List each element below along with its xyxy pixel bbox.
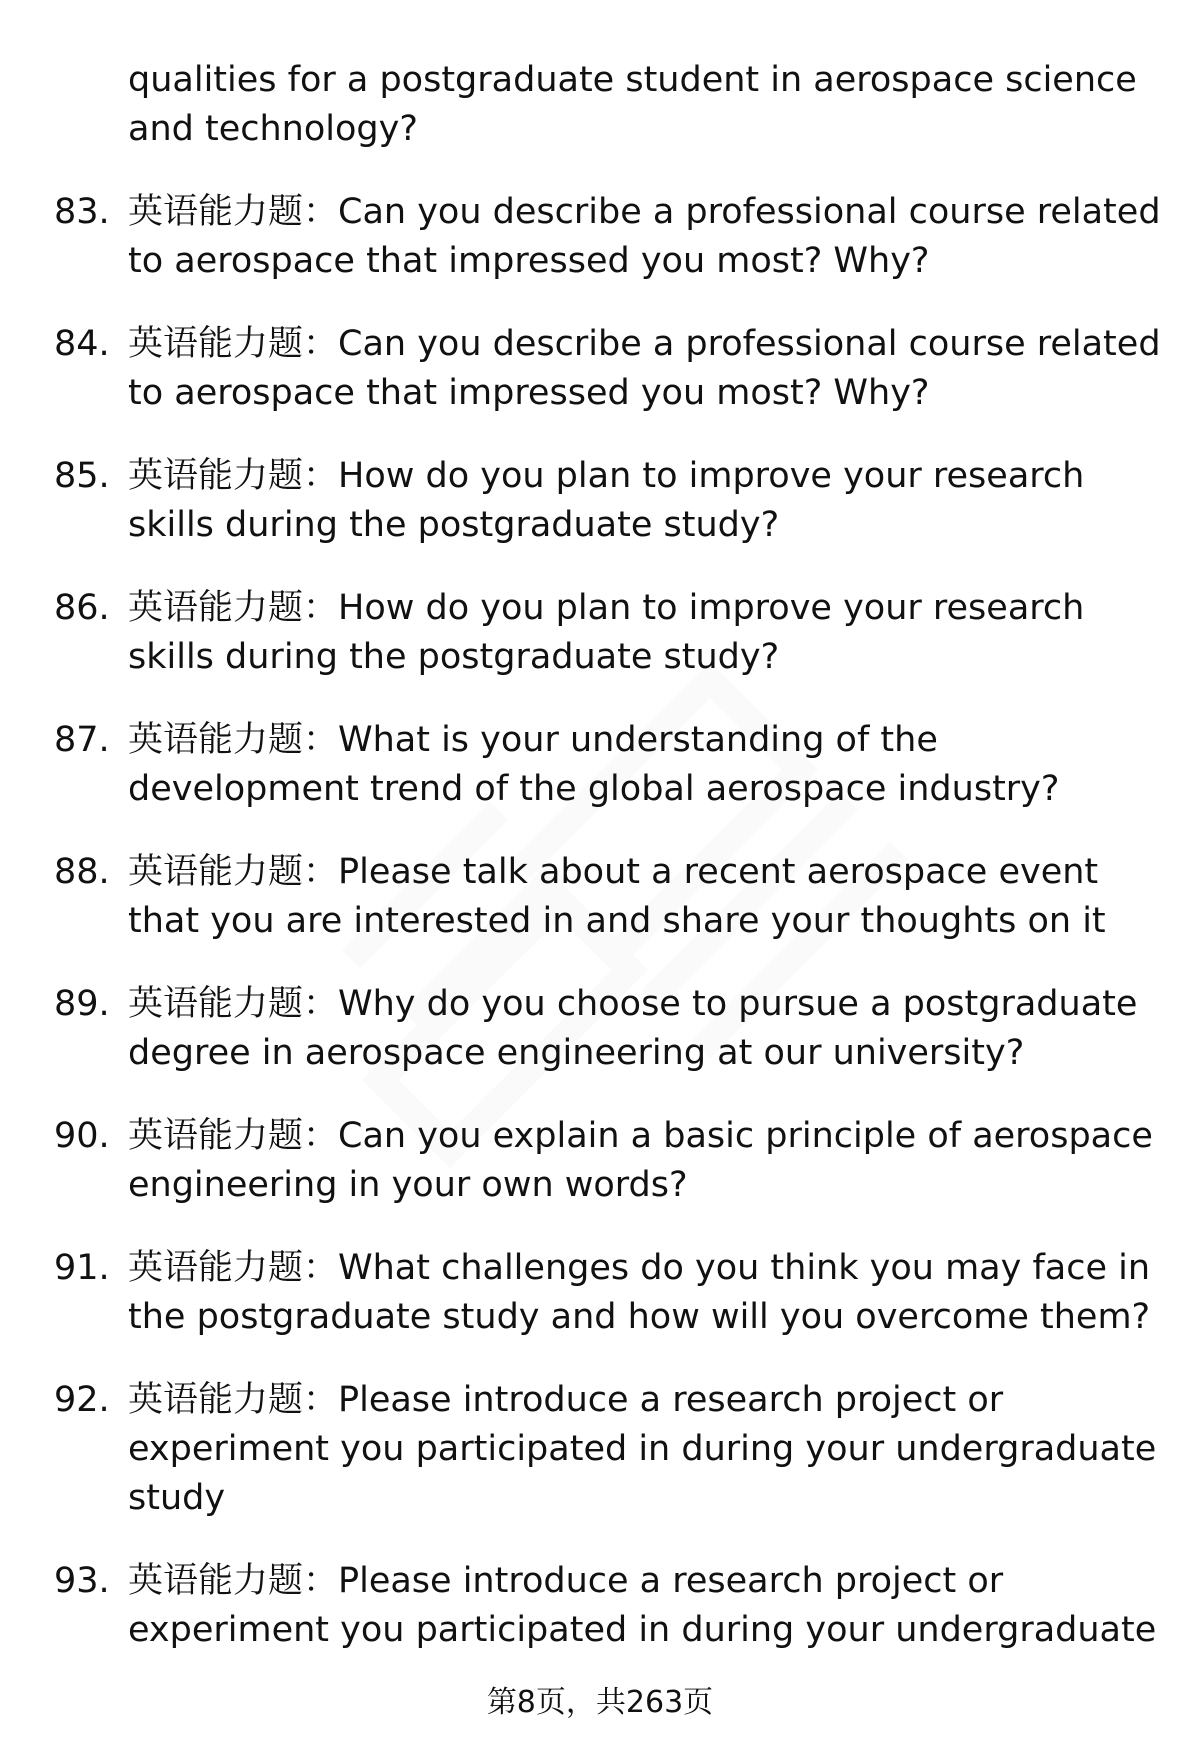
question-text: 英语能力题：Can you describe a professional course related to aerospace that impressed you most? Why? [128,192,1161,281]
question-text: 英语能力题：How do you plan to improve your research skills during the postgraduate study? [128,456,1085,545]
question-number: 91. [54,1248,110,1288]
question-number: 87. [54,720,110,760]
question-item [54,716,1164,814]
question-number: 92. [54,1380,110,1420]
question-text: 英语能力题：Please talk about a recent aerospace event that you are interested in and share your thoughts on it [128,852,1106,941]
question-text: 英语能力题：What challenges do you think you may face in the postgraduate study and how will you overcome them? [128,1248,1151,1337]
question-text: 英语能力题：What is your understanding of the development trend of the global aerospace industry? [128,720,1060,809]
question-text: 英语能力题：Please introduce a research project or experiment you participated in during your undergraduate study [128,1380,1157,1518]
question-number: 84. [54,324,110,364]
question-number: 88. [54,852,110,892]
question-item [54,980,1164,1078]
question-text: 英语能力题：Can you explain a basic principle of aerospace engineering in your own words? [128,1116,1153,1205]
question-number: 83. [54,192,110,232]
question-item [54,320,1164,418]
page-footer: 第8页，共263页 [486,1685,714,1720]
question-item [54,188,1164,286]
question-item [54,452,1164,550]
question-item [54,848,1164,946]
question-number: 89. [54,984,110,1024]
question-text: 英语能力题：Why do you choose to pursue a postgraduate degree in aerospace engineering at our university? [128,984,1138,1073]
question-number: 85. [54,456,110,496]
question-number: 90. [54,1116,110,1156]
continued-question-text: qualities for a postgraduate student in aerospace science and technology? [128,60,1137,149]
question-item [54,1557,1164,1655]
question-number: 86. [54,588,110,628]
question-number: 93. [54,1561,110,1601]
question-item [54,1112,1164,1210]
question-text: 英语能力题：Please introduce a research project or experiment you participated in during your undergraduate [128,1561,1157,1650]
question-item [54,1376,1164,1523]
question-text: 英语能力题：How do you plan to improve your research skills during the postgraduate study? [128,588,1085,677]
question-item [54,1244,1164,1342]
question-list [54,56,1164,1689]
question-text: 英语能力题：Can you describe a professional course related to aerospace that impressed you most? Why? [128,324,1161,413]
question-item [54,584,1164,682]
